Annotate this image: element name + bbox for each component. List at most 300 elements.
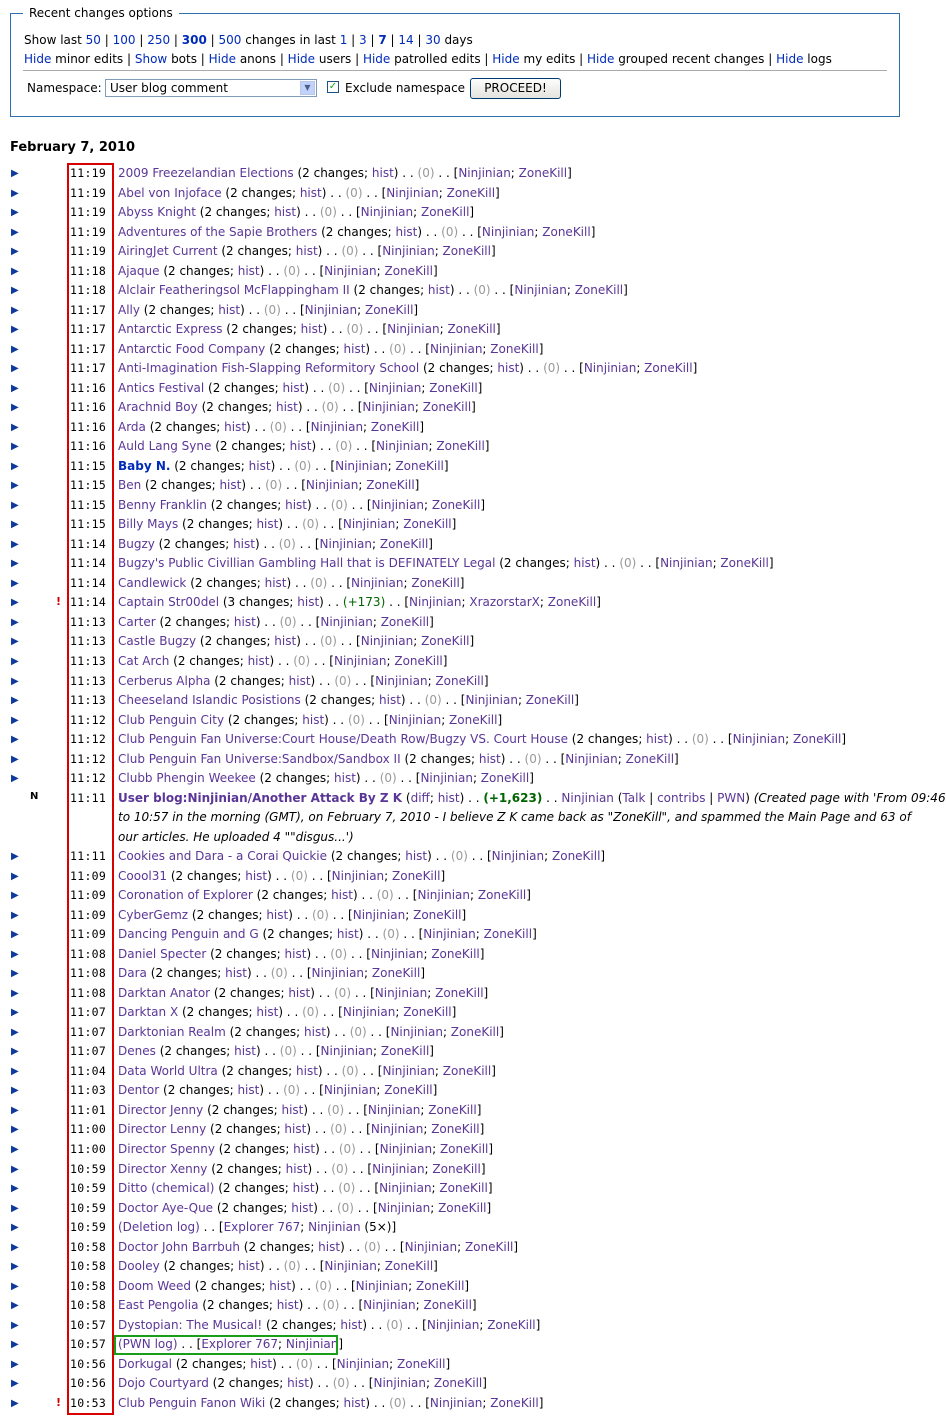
expand-arrow-icon[interactable]: ▶ [11,695,19,707]
hist-link[interactable]: hist [282,380,305,395]
limit-link-250[interactable]: 250 [147,33,171,47]
user-link[interactable]: ZoneKill [433,1376,483,1391]
expand-arrow-icon[interactable]: ▶ [11,480,19,492]
user-link[interactable]: ZoneKill [525,693,575,708]
hist-link[interactable]: hist [247,654,270,668]
user-link[interactable]: ZoneKill [403,517,452,532]
page-title-link[interactable]: Cerberus Alpha [118,673,211,688]
hist-link[interactable]: hist [287,1376,309,1391]
expand-arrow-icon[interactable]: ▶ [11,753,19,765]
hist-link[interactable]: hist [264,575,287,590]
user-link[interactable]: Ninjinian [304,302,358,317]
user-link[interactable]: Ninjinian [360,205,414,220]
limit-link-50[interactable]: 50 [85,33,101,47]
user-link[interactable]: Ninjinian [351,575,404,590]
user-link[interactable]: Ninjinian [379,1142,433,1156]
user-link[interactable]: ZoneKill [420,205,470,220]
expand-arrow-icon[interactable]: ▶ [11,285,19,297]
page-title-link[interactable]: Doom Weed [118,1278,191,1293]
user-link[interactable]: ZoneKill [464,1239,514,1254]
expand-arrow-icon[interactable]: ▶ [11,870,19,882]
page-title-link[interactable]: Antarctic Express [118,322,223,337]
page-title-link[interactable]: Abyss Knight [118,205,196,220]
expand-arrow-icon[interactable]: ▶ [11,1104,19,1116]
hist-link[interactable]: hist [427,283,450,298]
user-link[interactable]: ZoneKill [720,556,769,571]
expand-arrow-icon[interactable]: ▶ [11,1163,19,1175]
user-link[interactable]: ZoneKill [438,1200,487,1215]
hist-link[interactable]: hist [343,1395,366,1410]
user-link[interactable]: ZoneKill [447,322,496,337]
user-link[interactable]: Ninjinian [363,1298,416,1313]
page-title-link[interactable]: Adventures of the Sapie Brothers [118,224,318,239]
user-link[interactable]: ZoneKill [421,634,470,649]
hist-link[interactable]: hist [233,536,255,551]
user-link[interactable]: Ninjinian [320,1044,374,1059]
user-link[interactable]: Ninjinian [362,400,415,415]
page-title-link[interactable]: Baby N. [118,458,171,473]
hist-link[interactable]: hist [225,966,248,981]
hist-link[interactable]: hist [269,1278,292,1293]
hist-link[interactable]: hist [234,1044,256,1059]
page-title-link[interactable]: 2009 Freezelandian Elections [118,166,294,180]
page-title-link[interactable]: Clubb Phengin Weekee [118,771,256,786]
expand-arrow-icon[interactable]: ▶ [11,363,19,375]
user-link[interactable]: Ninjinian [377,1200,431,1215]
expand-arrow-icon[interactable]: ▶ [11,558,19,570]
hist-link[interactable]: hist [371,166,394,180]
user-link[interactable]: ZoneKill [574,283,624,298]
page-title-link[interactable]: Carter [118,614,156,629]
user-link[interactable]: Ninjinian [374,985,428,1000]
expand-arrow-icon[interactable]: ▶ [11,1339,19,1351]
hist-link[interactable]: hist [275,400,298,415]
expand-arrow-icon[interactable]: ▶ [11,1319,19,1331]
expand-arrow-icon[interactable]: ▶ [11,987,19,999]
page-title-link[interactable]: Ally [118,302,140,317]
expand-arrow-icon[interactable]: ▶ [11,636,19,648]
hist-link[interactable]: hist [437,790,460,805]
page-title-link[interactable]: Arachnid Boy [118,400,198,415]
hist-link[interactable]: hist [296,1063,318,1078]
dropdown-arrow-icon[interactable]: ▼ [300,81,315,95]
expand-arrow-icon[interactable]: ▶ [11,616,19,628]
page-title-link[interactable]: User blog:Ninjinian/Another Attack By Z K [118,790,403,805]
hist-link[interactable]: hist [295,244,318,259]
user-link[interactable]: Ninjinian [336,1356,390,1371]
hist-link[interactable]: hist [256,1005,279,1020]
user-link[interactable]: Ninjinian [404,1239,458,1254]
user-link[interactable]: Explorer 767 [201,1337,279,1352]
user-link[interactable]: Ninjinian [429,341,483,356]
user-link[interactable]: ZoneKill [429,380,478,395]
page-title-link[interactable]: CyberGemz [118,907,189,922]
user-link[interactable]: Ninjinian [310,419,364,434]
expand-arrow-icon[interactable]: ▶ [11,441,19,453]
expand-arrow-icon[interactable]: ▶ [11,714,19,726]
page-title-link[interactable]: Club Penguin Fan Universe:Sandbox/Sandbox II [118,751,401,766]
user-link[interactable]: Ninjinian [370,946,424,961]
expand-arrow-icon[interactable]: ▶ [11,382,19,394]
user-link[interactable]: Ninjinian [420,771,473,786]
hist-link[interactable]: hist [289,439,312,454]
user-link[interactable]: Ninjinian [342,517,396,532]
page-title-link[interactable]: Director Xenny [118,1161,208,1176]
user-link[interactable]: ZoneKill [366,478,415,493]
expand-arrow-icon[interactable]: ▶ [11,1241,19,1253]
expand-arrow-icon[interactable]: ▶ [11,1300,19,1312]
user-link[interactable]: ZoneKill [413,907,462,922]
expand-arrow-icon[interactable]: ▶ [11,538,19,550]
expand-arrow-icon[interactable]: ▶ [11,1124,19,1136]
hist-link[interactable]: hist [395,224,418,239]
expand-arrow-icon[interactable]: ▶ [11,1261,19,1273]
page-title-link[interactable]: Cookies and Dara - a Corai Quickie [118,849,327,864]
hist-link[interactable]: hist [276,1298,299,1313]
user-link[interactable]: ZoneKill [431,946,480,961]
user-link[interactable]: Ninjinian [368,380,422,395]
user-link[interactable]: ZoneKill [487,1317,536,1332]
hist-link[interactable]: hist [281,1102,304,1117]
user-link[interactable]: ZoneKill [428,1102,477,1117]
user-link[interactable]: Ninjinian [465,693,518,708]
page-title-link[interactable]: Darktan X [118,1005,179,1020]
user-link[interactable]: Ninjinian [458,166,511,180]
expand-arrow-icon[interactable]: ▶ [11,890,19,902]
page-title-link[interactable]: Dojo Courtyard [118,1376,209,1391]
user-link[interactable]: Ninjinian [305,478,359,493]
page-title-link[interactable]: East Pengolia [118,1298,199,1313]
hist-link[interactable]: hist [302,712,325,727]
toggle-anons[interactable]: Hide [208,52,237,66]
expand-arrow-icon[interactable]: ▶ [11,421,19,433]
days-link-1[interactable]: 1 [339,33,348,47]
toggle-logs[interactable]: Hide [776,52,804,66]
expand-arrow-icon[interactable]: ▶ [11,1397,19,1409]
expand-arrow-icon[interactable]: ▶ [11,187,19,199]
page-title-link[interactable]: Dorkugal [118,1356,173,1371]
page-title-link[interactable]: Bugzy [118,536,155,551]
page-title-link[interactable]: Ajaque [118,263,160,278]
user-link[interactable]: ZoneKill [431,497,481,512]
page-title-link[interactable]: Coool31 [118,868,168,883]
hist-link[interactable]: hist [379,693,401,708]
expand-arrow-icon[interactable]: ▶ [11,851,19,863]
user-link[interactable]: Ninjinian [561,790,614,805]
expand-arrow-icon[interactable]: ▶ [11,909,19,921]
limit-link-500[interactable]: 500 [218,33,242,47]
user-link[interactable]: ZoneKill [547,595,597,610]
expand-arrow-icon[interactable]: ▶ [11,1007,19,1019]
user-link[interactable]: ZoneKill [439,1142,489,1156]
diff-link[interactable]: diff [410,790,430,805]
hist-link[interactable]: hist [248,458,271,473]
user-link[interactable]: ZoneKill [370,419,420,434]
hist-link[interactable]: hist [300,322,323,337]
hist-link[interactable]: hist [250,1356,273,1371]
hist-link[interactable]: hist [284,946,307,961]
page-title-link[interactable]: Denes [118,1044,156,1059]
user-link[interactable]: ZoneKill [442,244,491,259]
user-link[interactable]: ZoneKill [392,868,441,883]
hist-link[interactable]: hist [497,361,520,376]
hist-link[interactable]: hist [297,595,320,610]
page-title-link[interactable]: Auld Lang Syne [118,439,212,454]
exclude-namespace-checkbox[interactable]: ✓ [328,81,338,92]
page-title-link[interactable]: Candlewick [118,575,187,590]
page-title-link[interactable]: Doctor Aye-Que [118,1200,214,1215]
expand-arrow-icon[interactable]: ▶ [11,1046,19,1058]
user-link[interactable]: Ninjinian [352,907,406,922]
page-title-link[interactable]: Darktan Anator [118,985,211,1000]
user-link[interactable]: Ninjinian [308,1220,361,1235]
limit-link-300[interactable]: 300 [181,33,207,47]
user-link[interactable]: Ninjinian [565,751,618,766]
expand-arrow-icon[interactable]: ▶ [11,343,19,355]
expand-arrow-icon[interactable]: ▶ [11,773,19,785]
page-title-link[interactable]: AiringJet Current [118,244,218,259]
page-title-link[interactable]: Alclair Featheringsol McFlappingham II [118,283,350,298]
expand-arrow-icon[interactable]: ▶ [11,246,19,258]
hist-link[interactable]: hist [219,478,242,493]
user-link[interactable]: ZoneKill [439,1181,488,1196]
user-link[interactable]: ZoneKill [552,849,601,864]
contribs-link[interactable]: contribs [657,790,706,805]
user-link[interactable]: ZoneKill [371,966,421,981]
page-title-link[interactable]: Antics Festival [118,380,205,395]
user-link[interactable]: ZoneKill [450,1024,500,1039]
user-link[interactable]: Ninjinian [335,458,388,473]
expand-arrow-icon[interactable]: ▶ [11,675,19,687]
user-link[interactable]: Ninjinian [382,1063,435,1078]
user-link[interactable]: ZoneKill [490,1395,539,1410]
hist-link[interactable]: hist [318,1239,341,1254]
hist-link[interactable]: hist [266,907,289,922]
user-link[interactable]: ZoneKill [446,185,496,200]
toggle-minor-edits[interactable]: Hide [24,52,52,66]
talk-link[interactable]: Talk [622,790,646,805]
user-link[interactable]: ZoneKill [422,400,472,415]
user-link[interactable]: Ninjinian [360,634,414,649]
hist-link[interactable]: hist [284,1122,307,1137]
log-link[interactable]: (Deletion log) [118,1220,200,1235]
user-link[interactable]: Ninjinian [423,927,476,942]
hist-link[interactable]: hist [478,751,501,766]
hist-link[interactable]: hist [340,1317,363,1332]
page-title-link[interactable]: Captain Str00del [118,595,220,610]
hist-link[interactable]: hist [274,634,297,649]
expand-arrow-icon[interactable]: ▶ [11,460,19,472]
expand-arrow-icon[interactable]: ▶ [11,597,19,609]
hist-link[interactable]: hist [285,1161,308,1176]
log-link[interactable]: (PWN log) [118,1337,178,1352]
page-title-link[interactable]: Anti-Imagination Fish-Slapping Reformitory School [118,361,420,376]
user-link[interactable]: ZoneKill [403,1005,452,1020]
pwn-link[interactable]: PWN [717,790,746,805]
user-link[interactable]: Ninjinian [426,1317,480,1332]
expand-arrow-icon[interactable]: ▶ [11,577,19,589]
user-link[interactable]: ZoneKill [380,614,430,629]
user-link[interactable]: Ninjinian [324,263,377,278]
hist-link[interactable]: hist [646,732,669,747]
user-link[interactable]: Ninjinian [481,224,535,239]
expand-arrow-icon[interactable]: ▶ [11,948,19,960]
user-link[interactable]: ZoneKill [384,263,433,278]
page-title-link[interactable]: Ben [118,478,142,493]
page-title-link[interactable]: Cheeseland Islandic Posistions [118,693,301,708]
expand-arrow-icon[interactable]: ▶ [11,1065,19,1077]
user-link[interactable]: Ninjinian [379,1181,432,1196]
page-title-link[interactable]: Benny Franklin [118,497,207,512]
toggle-bots[interactable]: Show [134,52,168,66]
page-title-link[interactable]: Dooley [118,1259,160,1274]
user-link[interactable]: Ninjinian [373,1376,426,1391]
hist-link[interactable]: hist [218,302,241,317]
user-link[interactable]: Ninjinian [386,185,439,200]
user-link[interactable]: ZoneKill [483,927,533,942]
user-link[interactable]: Ninjinian [319,536,372,551]
user-link[interactable]: Ninjinian [372,1161,425,1176]
user-link[interactable]: Ninjinian [371,497,425,512]
page-title-link[interactable]: Director Jenny [118,1102,204,1117]
expand-arrow-icon[interactable]: ▶ [11,968,19,980]
page-title-link[interactable]: Ditto (chemical) [118,1181,215,1196]
user-link[interactable]: ZoneKill [436,439,485,454]
user-link[interactable]: Ninjinian [334,654,387,668]
hist-link[interactable]: hist [237,1083,260,1098]
user-link[interactable]: ZoneKill [380,1044,430,1059]
expand-arrow-icon[interactable]: ▶ [11,1378,19,1390]
user-link[interactable]: ZoneKill [449,712,498,727]
user-link[interactable]: ZoneKill [792,732,842,747]
user-link[interactable]: Ninjinian [355,1278,409,1293]
page-title-link[interactable]: Daniel Specter [118,946,207,961]
hist-link[interactable]: hist [573,556,596,571]
user-link[interactable]: ZoneKill [364,302,414,317]
hist-link[interactable]: hist [336,927,359,942]
user-link[interactable]: Ninjinian [367,1102,421,1117]
page-title-link[interactable]: Dentor [118,1083,160,1098]
user-link[interactable]: Ninjinian [409,595,462,610]
page-title-link[interactable]: Data World Ultra [118,1063,218,1078]
expand-arrow-icon[interactable]: ▶ [11,1144,19,1155]
page-title-link[interactable]: Cat Arch [118,654,170,668]
user-link[interactable]: Ninjinian [370,1122,424,1137]
expand-arrow-icon[interactable]: ▶ [11,1183,19,1195]
limit-link-100[interactable]: 100 [112,33,136,47]
expand-arrow-icon[interactable]: ▶ [11,1222,19,1234]
user-link[interactable]: Ninjinian [285,1337,339,1352]
page-title-link[interactable]: Director Lenny [118,1122,207,1137]
expand-arrow-icon[interactable]: ▶ [11,1358,19,1370]
hist-link[interactable]: hist [288,985,311,1000]
user-link[interactable]: Ninjinian [660,556,713,571]
page-title-link[interactable]: Billy Mays [118,517,179,532]
user-link[interactable]: Ninjinian [514,283,567,298]
hist-link[interactable]: hist [292,1181,315,1196]
expand-arrow-icon[interactable]: ▶ [11,499,19,511]
user-link[interactable]: ZoneKill [379,536,429,551]
expand-arrow-icon[interactable]: ▶ [11,656,19,667]
hist-link[interactable]: hist [288,673,311,688]
expand-arrow-icon[interactable]: ▶ [11,1026,19,1038]
user-link[interactable]: ZoneKill [435,985,484,1000]
namespace-select[interactable] [105,79,317,97]
hist-link[interactable]: hist [334,771,356,786]
expand-arrow-icon[interactable]: ▶ [11,929,19,941]
user-link[interactable]: Ninjinian [417,888,470,903]
user-link[interactable]: Ninjinian [390,1024,443,1039]
user-link[interactable]: ZoneKill [442,1063,492,1078]
page-title-link[interactable]: Abel von Injoface [118,185,222,200]
expand-arrow-icon[interactable]: ▶ [11,265,19,277]
user-link[interactable]: Ninjinian [311,966,365,981]
page-title-link[interactable]: Arda [118,419,146,434]
user-link[interactable]: ZoneKill [384,1259,434,1274]
page-title-link[interactable]: Club Penguin Fanon Wiki [118,1395,266,1410]
user-link[interactable]: ZoneKill [518,166,568,180]
user-link[interactable]: ZoneKill [542,224,591,239]
page-title-link[interactable]: Darktonian Realm [118,1024,226,1039]
user-link[interactable]: Ninjinian [732,732,786,747]
expand-arrow-icon[interactable]: ▶ [11,304,19,316]
user-link[interactable]: ZoneKill [625,751,675,766]
page-title-link[interactable]: Dystopian: The Musical! [118,1317,263,1332]
expand-arrow-icon[interactable]: ▶ [11,324,19,336]
hist-link[interactable]: hist [299,185,322,200]
page-title-link[interactable]: Director Spenny [118,1142,215,1156]
page-title-link[interactable]: Bugzy's Public Civillian Gambling Hall that is DEFINATELY Legal [118,556,496,571]
user-link[interactable]: ZoneKill [415,1278,465,1293]
user-link[interactable]: ZoneKill [644,361,693,376]
user-link[interactable]: Ninjinian [382,244,435,259]
page-title-link[interactable]: Doctor John Barrbuh [118,1239,240,1254]
page-title-link[interactable]: Club Penguin Fan Universe:Court House/Death Row/Bugzy VS. Court House [118,732,568,747]
hist-link[interactable]: hist [237,1259,260,1274]
user-link[interactable]: XrazorstarX [469,595,540,610]
user-link[interactable]: Ninjinian [324,1259,377,1274]
expand-arrow-icon[interactable]: ▶ [11,168,19,179]
page-title-link[interactable]: Coronation of Explorer [118,888,253,903]
user-link[interactable]: ZoneKill [490,341,539,356]
user-link[interactable]: Ninjinian [323,1083,377,1098]
hist-link[interactable]: hist [331,888,353,903]
user-link[interactable]: Ninjinian [388,712,442,727]
user-link[interactable]: ZoneKill [394,654,443,668]
user-link[interactable]: Ninjinian [320,614,373,629]
user-link[interactable]: Explorer 767 [223,1220,301,1235]
user-link[interactable]: Ninjinian [342,1005,396,1020]
page-title-link[interactable]: Dancing Penguin and G [118,927,259,942]
page-title-link[interactable]: Castle Bugzy [118,634,197,649]
expand-arrow-icon[interactable]: ▶ [11,1202,19,1214]
user-link[interactable]: Ninjinian [375,673,428,688]
days-link-7[interactable]: 7 [378,33,387,47]
user-link[interactable]: Ninjinian [331,868,385,883]
user-link[interactable]: ZoneKill [384,1083,433,1098]
proceed-button[interactable]: PROCEED! [470,78,561,99]
user-link[interactable]: ZoneKill [431,1122,480,1137]
user-link[interactable]: ZoneKill [411,575,460,590]
user-link[interactable]: Ninjinian [491,849,545,864]
days-link-14[interactable]: 14 [398,33,414,47]
user-link[interactable]: Ninjinian [387,322,440,337]
toggle-patrolled-edits[interactable]: Hide [362,52,391,66]
hist-link[interactable]: hist [304,1024,326,1039]
expand-arrow-icon[interactable]: ▶ [11,519,19,531]
expand-arrow-icon[interactable]: ▶ [11,226,19,238]
page-title-link[interactable]: Dara [118,966,147,981]
